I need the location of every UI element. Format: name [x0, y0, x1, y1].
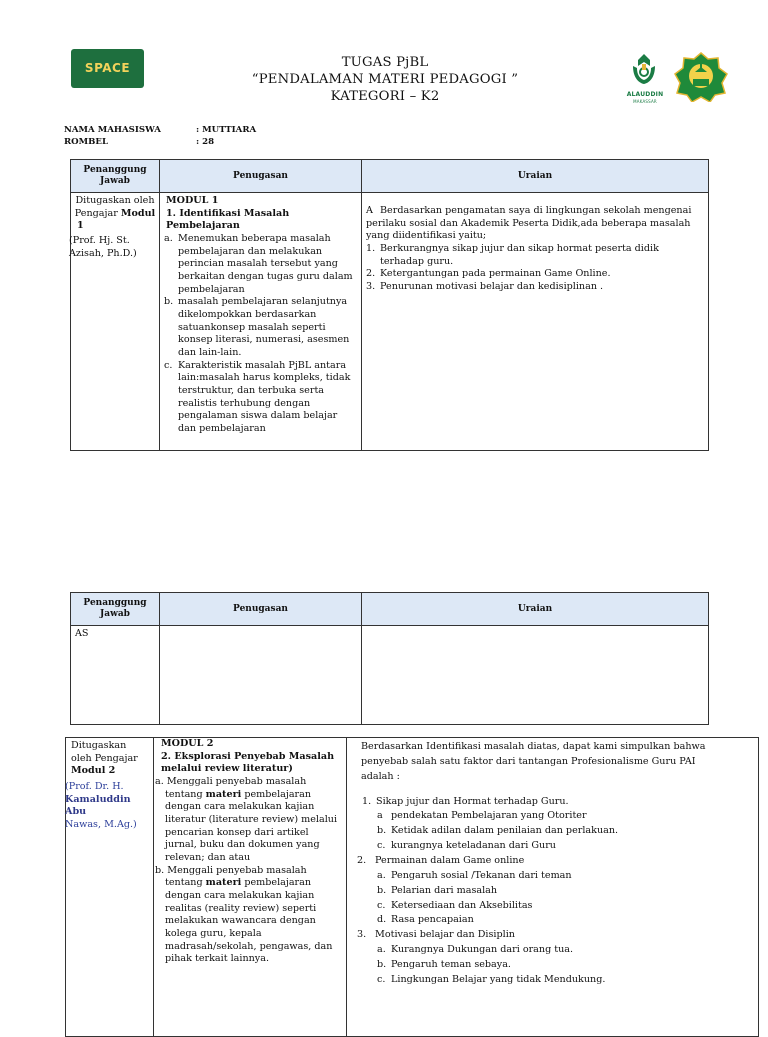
- module-1-table: [70, 159, 709, 451]
- table-cell: [362, 626, 709, 725]
- responsible-line-2: Pengajar: [74, 207, 121, 219]
- list-text: Lingkungan Belajar yang tidak Mendukung.: [391, 973, 606, 985]
- module-1-assignment: [160, 193, 362, 451]
- sub-list-item: [361, 913, 728, 928]
- list-text: Ketersediaan dan Aksebilitas: [391, 899, 533, 911]
- list-marker: b.: [164, 296, 174, 308]
- list-text: Pengaruh sosial /Tekanan dari teman: [391, 869, 572, 881]
- sub-list-item: [361, 958, 728, 973]
- list-text: masalah pembelajaran selanjutnya dikelompokkan berdasarkan satuankonsep masalah seperti konsep literasi, numerasi, asesmen dan lain-lain.: [178, 296, 350, 358]
- title-line-3: KATEGORI – K2: [330, 88, 440, 104]
- list-item: [357, 928, 728, 943]
- group-label: ROMBEL: [64, 137, 108, 148]
- list-marker: 1.: [366, 242, 376, 254]
- module-2-table: [65, 737, 759, 1037]
- responsible-name-line-1: (Prof. Dr. H.: [65, 780, 124, 792]
- responsible-module-word: Modul: [120, 207, 156, 219]
- module-2-description: [347, 738, 759, 1037]
- header-description: Uraian: [362, 160, 709, 193]
- responsible-name-line-3: Nawas, M.Ag.): [65, 818, 137, 830]
- list-marker: c.: [377, 899, 386, 911]
- list-text: Sikap jujur dan Hormat terhadap Guru.: [376, 795, 569, 807]
- responsible-line-1: Ditugaskan oleh: [75, 195, 155, 206]
- intro-text: Berdasarkan pengamatan saya di lingkungan sekolah mengenai perilaku sosial dan Akademik Peserta Didik,ada beberapa masalah yang diidentifikasi yaitu;: [366, 205, 692, 242]
- kemenag-logo: [673, 52, 729, 102]
- list-item: [366, 268, 704, 281]
- list-item: [164, 233, 357, 296]
- list-item: [366, 243, 704, 268]
- header-assignment: Penugasan: [160, 593, 362, 626]
- list-text: Pengaruh teman sebaya.: [391, 959, 511, 971]
- list-text: pembelajaran dengan cara melakukan kajian literatur (literature review) melalui pencarian konsep dari artikel jurnal, buku dan dokumen yang relevan; dan atau: [165, 788, 338, 863]
- list-marker: 3.: [366, 280, 376, 292]
- list-marker: 1.: [362, 795, 372, 807]
- title-line-2: “PENDALAMAN MATERI PEDAGOGI ”: [251, 71, 519, 87]
- list-text: Pelarian dari masalah: [391, 884, 498, 896]
- list-item: [357, 854, 728, 869]
- sub-list-item: [361, 973, 728, 988]
- list-text: a. Menggali penyebab masalah tentang: [155, 775, 307, 800]
- list-marker: b.: [377, 959, 387, 971]
- list-marker: 2.: [357, 855, 367, 867]
- list-text: Ketergantungan pada permainan Game Online.: [380, 268, 611, 280]
- module-2-subtitle: 2. Eksplorasi Penyebab Masalah melalui review literatur): [161, 750, 335, 775]
- sub-list-item: [361, 839, 728, 854]
- list-marker: d.: [377, 914, 387, 926]
- module-1-description: [362, 193, 709, 451]
- list-marker: a.: [377, 944, 386, 956]
- responsible-name-line-1: (Prof. Hj. St.: [69, 234, 130, 246]
- kemenag-emblem-icon: [673, 52, 729, 102]
- uin-logo-text: ALAUDDIN: [626, 90, 664, 98]
- header-assignment: Penugasan: [160, 160, 362, 193]
- module-2-header-table: [70, 592, 709, 725]
- responsible-name-line-2: Kamaluddin Abu: [65, 793, 131, 818]
- list-marker: c.: [377, 840, 386, 852]
- sub-list-item: [361, 869, 728, 884]
- student-info: [64, 124, 256, 149]
- space-logo: [71, 49, 144, 88]
- module-2-assignment: [154, 738, 347, 1037]
- document-title: [200, 55, 570, 105]
- module-1-title: MODUL 1: [166, 195, 219, 206]
- list-text: Ketidak adilan dalam penilaian dan perlakuan.: [391, 825, 619, 837]
- list-marker: a.: [164, 232, 173, 244]
- sub-list-item: [361, 809, 728, 824]
- responsible-module-number: 1: [77, 220, 84, 232]
- list-emphasis: materi: [205, 788, 242, 800]
- student-name-value: : MUTTIARA: [196, 125, 257, 135]
- list-text: Menemukan beberapa masalah pembelajaran dan melakukan perincian masalah tersebut yang berkaitan dengan tugas guru dalam pembelajaran: [178, 232, 353, 295]
- list-text: pembelajaran dengan cara melakukan kajian realitas (reality review) seperti melakukan wawancara dengan kolega guru, kepala madrasah/sekolah, pengawas, dan pihak terkait lainnya.: [165, 877, 333, 965]
- list-text: pendekatan Pembelajaran yang Otoriter: [391, 810, 587, 822]
- list-text: kurangnya keteladanan dari Guru: [391, 840, 556, 852]
- sub-list-item: [361, 943, 728, 958]
- list-marker: c.: [377, 973, 386, 985]
- uin-alauddin-logo: [625, 52, 665, 104]
- list-marker: a: [377, 810, 383, 822]
- sub-list-item: [361, 899, 728, 914]
- intro-marker: A: [366, 205, 373, 216]
- space-logo-text: SPACE: [84, 60, 131, 75]
- responsible-line-2: oleh Pengajar: [71, 752, 138, 764]
- student-name-label: NAMA MAHASISWA: [64, 125, 161, 135]
- list-text: Berkurangnya sikap jujur dan sikap hormat peserta didik terhadap guru.: [380, 242, 659, 267]
- list-item: [366, 281, 704, 294]
- description-intro: [366, 205, 704, 243]
- table-cell: [160, 626, 362, 725]
- header-description: Uraian: [362, 593, 709, 626]
- list-item: [155, 776, 342, 865]
- list-text: Karakteristik masalah PjBL antara lain:masalah harus kompleks, tidak terstruktur, dan terbuka serta realistis terhubung dengan pengalaman siswa dalam belajar dan pembelajaran: [178, 359, 351, 434]
- list-marker: b.: [377, 825, 387, 837]
- list-item: [155, 865, 342, 966]
- group-value: : 28: [196, 137, 215, 148]
- module-2-responsible: [66, 738, 154, 1037]
- module-1-responsible: [71, 193, 160, 451]
- sub-list-item: [361, 884, 728, 899]
- list-text: Rasa pencapaian: [391, 914, 474, 926]
- list-marker: 2.: [366, 268, 376, 280]
- table-cell: AS: [71, 626, 160, 725]
- description-intro: Berdasarkan Identifikasi masalah diatas, dapat kami simpulkan bahwa penyebab salah satu faktor dari tantangan Profesionalisme Guru PAI adalah :: [361, 741, 706, 782]
- title-line-1: TUGAS PjBL: [341, 55, 429, 70]
- sub-list-item: [361, 824, 728, 839]
- list-text: Penurunan motivasi belajar dan kedisiplinan .: [380, 280, 604, 292]
- list-marker: 3.: [357, 929, 367, 941]
- header-responsible: Penanggung Jawab: [71, 593, 160, 626]
- list-text: Permainan dalam Game online: [375, 855, 525, 867]
- list-text: Motivasi belajar dan Disiplin: [375, 929, 515, 941]
- list-item: [164, 296, 357, 359]
- list-marker: b.: [377, 884, 387, 896]
- uin-emblem-icon: [625, 52, 663, 86]
- responsible-module: Modul 2: [71, 765, 116, 777]
- list-emphasis: materi: [205, 877, 242, 889]
- list-marker: a.: [377, 869, 386, 881]
- header-responsible: Penanggung Jawab: [71, 160, 160, 193]
- module-2-title: MODUL 2: [161, 738, 214, 749]
- list-item: [361, 795, 728, 810]
- list-text: Kurangnya Dukungan dari orang tua.: [391, 944, 574, 956]
- list-marker: c.: [164, 359, 173, 371]
- list-item: [164, 360, 357, 436]
- list-text: b. Menggali penyebab masalah tentang: [155, 864, 307, 889]
- responsible-name-line-2: Azisah, Ph.D.): [69, 247, 137, 259]
- uin-logo-subtext: MAKASSAR: [633, 98, 657, 104]
- responsible-line-1: Ditugaskan: [71, 740, 127, 751]
- module-1-subtitle: 1. Identifikasi Masalah Pembelajaran: [166, 207, 290, 232]
